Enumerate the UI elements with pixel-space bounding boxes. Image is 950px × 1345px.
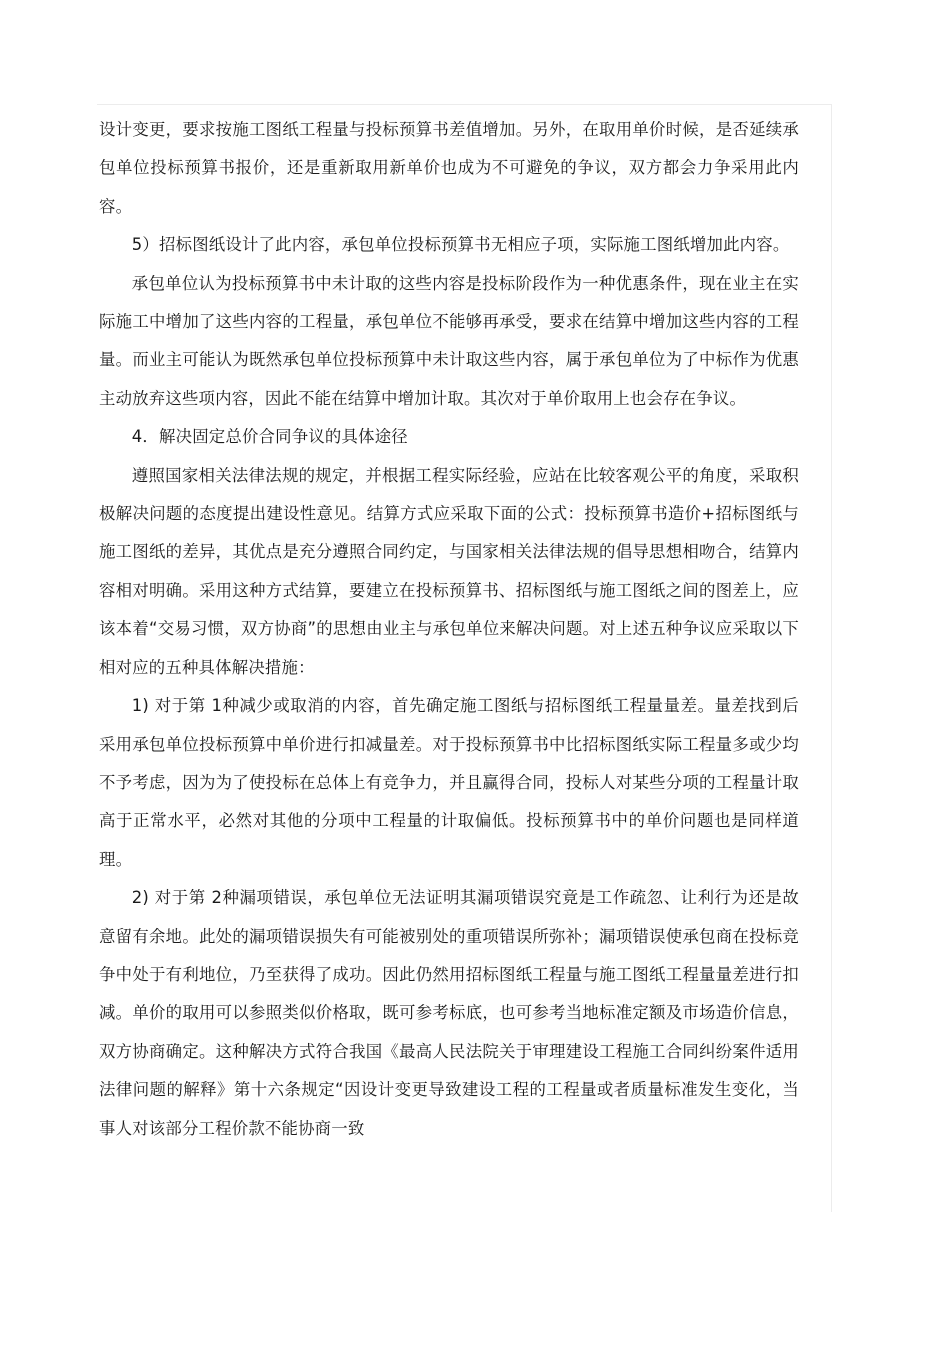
paragraph-continued: 设计变更，要求按施工图纸工程量与投标预算书差值增加。另外，在取用单价时候，是否延续承包单位投标预算书报价，还是重新取用新单价也成为不可避免的争议，双方都会力争采用此内容。 [99,120,799,216]
document-body [99,111,799,1148]
paragraph-item-5: 5）招标图纸设计了此内容，承包单位投标预算书无相应子项，实际施工图纸增加此内容。 [131,235,790,255]
section-heading: 4．解决固定总价合同争议的具体途径 [131,427,408,447]
paragraph-measure-2: 2) 对于第 2种漏项错误，承包单位无法证明其漏项错误究竟是工作疏忽、让利行为还是故意留有余地。此处的漏项错误损失有可能被别处的重项错误所弥补；漏项错误使承包商在投标竞争中处于有利地位，乃至获得了成功。因此仍然用招标图纸工程量与施工图纸工程量量差进行扣减。单价的取用可以参照类似价格取，既可参考标底，也可参考当地标准定额及市场造价信息，双方协商确定。这种解决方式符合我国《最高人民法院关于审理建设工程施工合同纠纷案件适用法律问题的解释》第十六条规定“因设计变更导致建设工程的工程量或者质量标准发生变化，当事人对该部分工程价款不能协商一致 [99,888,799,1138]
paragraph-measure-1: 1) 对于第 1种减少或取消的内容，首先确定施工图纸与招标图纸工程量量差。量差找到后采用承包单位投标预算中单价进行扣减量差。对于投标预算书中比招标图纸实际工程量多或少均不予考虑，因为为了使投标在总体上有竞争力，并且赢得合同，投标人对某些分项的工程量计取高于正常水平，必然对其他的分项中工程量的计取偏低。投标预算书中的单价问题也是同样道理。 [99,696,799,869]
paragraph-approach: 遵照国家相关法律法规的规定，并根据工程实际经验，应站在比较客观公平的角度，采取积极解决问题的态度提出建设性意见。结算方式应采取下面的公式：投标预算书造价+招标图纸与施工图纸的差异，其优点是充分遵照合同约定，与国家相关法律法规的倡导思想相吻合，结算内容相对明确。采用这种方式结算，要建立在投标预算书、招标图纸与施工图纸之间的图差上，应该本着“交易习惯，双方协商”的思想由业主与承包单位来解决问题。对上述五种争议应采取以下相对应的五种具体解决措施： [99,465,799,677]
paragraph-contractor-view: 承包单位认为投标预算书中未计取的这些内容是投标阶段作为一种优惠条件，现在业主在实际施工中增加了这些内容的工程量，承包单位不能够再承受，要求在结算中增加这些内容的工程量。而业主可能认为既然承包单位投标预算中未计取这些内容，属于承包单位为了中标作为优惠主动放弃这些项内容，因此不能在结算中增加计取。其次对于单价取用上也会存在争议。 [99,273,799,408]
